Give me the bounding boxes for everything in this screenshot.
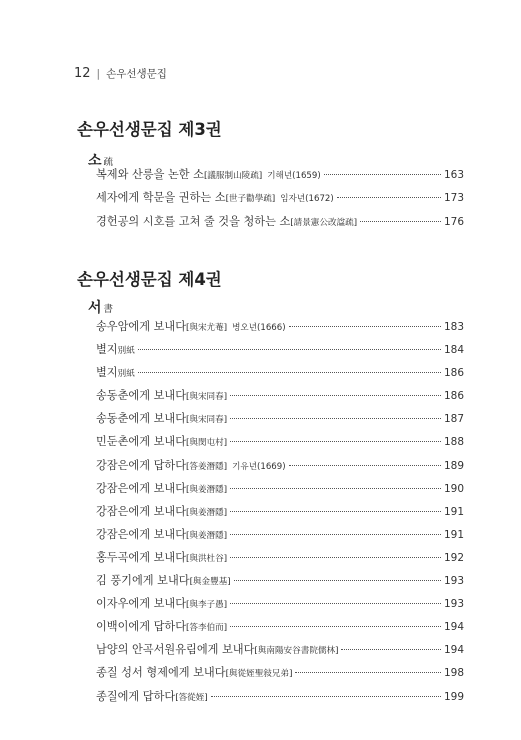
toc-entry-title-ko: 이백이에게 답하다	[96, 620, 187, 634]
toc-entry-page: 191	[443, 505, 464, 518]
toc-entry-title-han: [與宋同春]	[186, 392, 228, 403]
dot-leader	[337, 197, 441, 198]
toc-entry-page: 184	[443, 344, 464, 357]
toc-entry-title-han: [與洪杜谷]	[186, 553, 228, 564]
section-title-ko: 서	[88, 300, 102, 316]
toc-entry-title	[96, 189, 275, 205]
toc-entry-page: 190	[443, 482, 464, 495]
toc-entry-title	[96, 364, 135, 380]
toc-entry-year: 기유년(1669)	[232, 461, 286, 472]
dot-leader	[360, 221, 441, 222]
toc-entry-page: 194	[443, 644, 464, 657]
toc-entry	[96, 457, 464, 480]
toc-entry	[96, 572, 464, 595]
dot-leader	[230, 441, 441, 442]
dot-leader	[289, 326, 441, 327]
toc-entry-title	[96, 166, 262, 182]
section-title-ko: 소	[88, 153, 102, 169]
toc-entry-title-han: [議服制山陵疏]	[203, 171, 263, 181]
dot-leader	[230, 511, 441, 512]
toc-entry	[96, 526, 464, 549]
toc-entry	[96, 387, 464, 410]
toc-list-vol4	[96, 318, 464, 711]
toc-entry-page: 163	[443, 169, 464, 181]
toc-entry-title-han: [答從姪]	[175, 692, 208, 703]
dot-leader	[230, 395, 441, 396]
toc-entry-title	[96, 341, 135, 357]
toc-entry-page: 199	[443, 690, 464, 703]
toc-entry-title-ko: 강잠은에게 답하다	[96, 458, 187, 472]
toc-entry	[96, 166, 464, 189]
toc-entry-title-ko: 세자에게 학문을 권하는 소	[96, 191, 226, 205]
running-title: 손우선생문집	[106, 68, 167, 80]
toc-entry-title-ko: 종질에게 답하다	[96, 689, 176, 703]
toc-entry-page: 183	[443, 321, 464, 333]
toc-entry	[96, 503, 464, 526]
dot-leader	[289, 465, 441, 466]
dot-leader	[230, 488, 441, 489]
toc-entry	[96, 688, 464, 711]
toc-entry-page: 189	[443, 459, 464, 472]
toc-entry-page: 198	[443, 667, 464, 680]
toc-entry-title-ko: 복제와 산릉을 논한 소	[96, 168, 204, 181]
toc-entry-title-ko: 별지	[96, 366, 118, 380]
toc-entry	[96, 549, 464, 572]
toc-entry-title	[96, 641, 338, 657]
toc-entry-title	[96, 433, 227, 449]
toc-entry	[96, 410, 464, 433]
toc-entry-title-han: [與姜潛隱]	[186, 530, 228, 541]
dot-leader	[211, 696, 441, 697]
toc-entry	[96, 641, 464, 664]
toc-entry	[96, 364, 464, 387]
toc-entry	[96, 341, 464, 364]
section-title-seo	[88, 297, 113, 317]
toc-entry-page: 191	[443, 528, 464, 541]
dot-leader	[138, 372, 441, 373]
toc-entry-title-ko: 송동춘에게 보내다	[96, 412, 187, 426]
toc-entry-title-ko: 이자우에게 보내다	[96, 597, 187, 611]
toc-entry-title-ko: 별지	[96, 343, 118, 357]
toc-entry-title-han: 別紙	[117, 346, 135, 357]
dot-leader	[341, 649, 440, 650]
toc-entry-title	[96, 688, 208, 704]
toc-entry-title-ko: 민둔촌에게 보내다	[96, 435, 187, 449]
toc-entry-page: 187	[443, 413, 464, 426]
toc-entry-title	[96, 526, 227, 542]
toc-entry-title-ko: 경헌공의 시호를 고쳐 줄 것을 청하는 소	[96, 214, 291, 228]
toc-entry-title-ko: 송우암에게 보내다	[96, 320, 187, 333]
toc-entry-title	[96, 480, 227, 496]
toc-entry-title-ko: 홍두곡에게 보내다	[96, 550, 187, 564]
toc-entry-title-ko: 강잠은에게 보내다	[96, 527, 187, 541]
section-title-han: 疏	[103, 157, 114, 168]
dot-leader	[234, 580, 441, 581]
toc-entry	[96, 189, 464, 212]
header-separator: |	[96, 67, 101, 80]
dot-leader	[230, 626, 441, 627]
toc-entry-page: 186	[443, 367, 464, 380]
toc-entry-title-han: [世子勸學疏]	[225, 194, 276, 205]
section-title-han: 書	[103, 304, 114, 315]
dot-leader	[230, 603, 441, 604]
toc-entry-title-han: [與姜潛隱]	[186, 507, 228, 518]
toc-entry-title	[96, 457, 227, 473]
toc-entry-title-han: [與從姪聖敍兄弟]	[225, 669, 293, 680]
toc-entry-page: 193	[443, 575, 464, 588]
toc-entry-page: 173	[443, 192, 464, 205]
toc-entry-title-han: [與閔屯村]	[186, 438, 228, 449]
toc-entry-title	[96, 572, 231, 588]
toc-entry-page: 194	[443, 621, 464, 634]
toc-entry	[96, 595, 464, 618]
dot-leader	[230, 557, 441, 558]
toc-entry	[96, 664, 464, 687]
volume-4-title: 손우선생문집 제4권	[77, 270, 222, 289]
toc-entry-title-ko: 강잠은에게 보내다	[96, 481, 187, 495]
toc-entry	[96, 318, 464, 341]
toc-entry	[96, 618, 464, 641]
toc-entry-page: 193	[443, 598, 464, 611]
toc-entry-title	[96, 387, 227, 403]
page-number: 12	[74, 66, 91, 81]
dot-leader	[324, 174, 441, 175]
toc-list-vol3	[96, 166, 464, 236]
dot-leader	[295, 672, 441, 673]
toc-entry-title-ko: 남양의 안곡서원유림에게 보내다	[96, 643, 255, 657]
toc-entry-page: 186	[443, 390, 464, 403]
toc-entry-title	[96, 664, 292, 680]
toc-entry-title-han: [與宋同春]	[186, 415, 228, 426]
dot-leader	[230, 534, 441, 535]
toc-entry-year: 기해년(1659)	[267, 171, 321, 181]
toc-entry-title-han: [請景憲公改諡疏]	[290, 217, 358, 228]
toc-entry-title-han: [與李子愚]	[186, 600, 228, 611]
dot-leader	[138, 349, 441, 350]
toc-entry-title-han: [與宋尤菴]	[186, 323, 228, 333]
dot-leader	[230, 418, 441, 419]
toc-entry-page: 192	[443, 551, 464, 564]
toc-entry-page: 176	[443, 215, 464, 228]
running-header	[74, 66, 167, 81]
toc-entry-title	[96, 213, 357, 229]
toc-entry-title	[96, 618, 227, 634]
toc-entry-title-han: [答姜潛隱]	[186, 461, 228, 472]
toc-entry-title	[96, 549, 227, 565]
toc-entry-title-han: [與南陽安谷書院儒林]	[254, 646, 339, 657]
toc-entry-title-ko: 강잠은에게 보내다	[96, 504, 187, 518]
toc-entry-title-han: [與金豐基]	[189, 577, 231, 588]
toc-entry-title-han: [答李伯而]	[186, 623, 228, 634]
toc-entry-title	[96, 503, 227, 519]
volume-3-title: 손우선생문집 제3권	[77, 120, 222, 139]
toc-entry-title-han: 別紙	[117, 369, 135, 380]
toc-entry-title	[96, 410, 227, 426]
toc-entry-page: 188	[443, 436, 464, 449]
toc-entry-title-ko: 김 풍기에게 보내다	[96, 574, 190, 588]
toc-entry-title-han: [與姜潛隱]	[186, 484, 228, 495]
toc-entry-year: 임자년(1672)	[280, 194, 334, 205]
toc-entry-title-ko: 송동춘에게 보내다	[96, 389, 187, 403]
toc-entry-year: 병오년(1666)	[232, 323, 286, 333]
toc-entry	[96, 480, 464, 503]
toc-entry-title	[96, 318, 227, 334]
toc-entry-title-ko: 종질 성서 형제에게 보내다	[96, 666, 226, 680]
toc-entry-title	[96, 595, 227, 611]
toc-entry	[96, 213, 464, 236]
toc-entry	[96, 433, 464, 456]
